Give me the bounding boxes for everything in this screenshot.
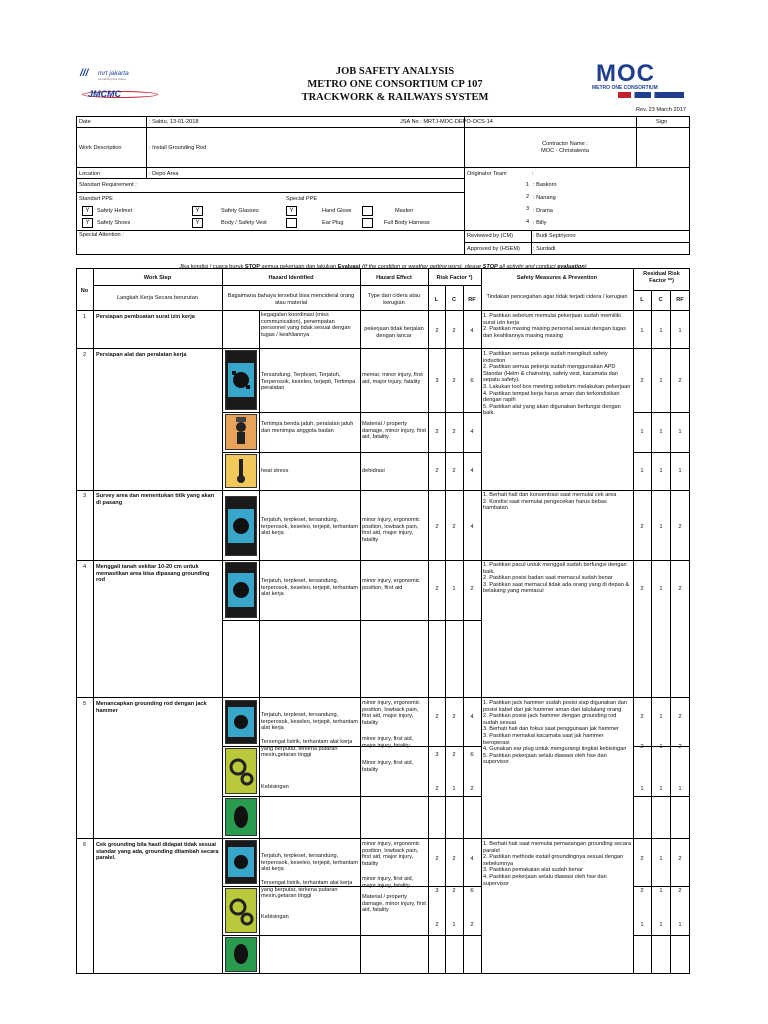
row-6c-residual-L: 1 <box>640 922 644 928</box>
row-3-RF: 4 <box>470 524 474 530</box>
row-5b-L: 3 <box>435 752 439 758</box>
slip-trip-hazard-icon <box>225 350 257 410</box>
row-4-effect: minor injury, ergonomic position, first aid <box>362 578 420 591</box>
row-2b-hazard: Tertimpa benda jatuh, peralatan jatuh dan menimpa anggota badan <box>261 421 354 434</box>
row-5-no: 5 <box>82 701 87 707</box>
row-5-effect: minor injury, ergonomic position, lowback pain, first aid, major injury, fatality <box>362 700 420 726</box>
row-4-C: 1 <box>452 586 456 592</box>
location-value: : Depo Area <box>149 171 179 177</box>
col-C: C <box>451 297 457 303</box>
row-6-no: 6 <box>82 842 87 848</box>
row-5-hazard: Terjatuh, terpleset, tersandung, terperosok, keseleo, terjepit, terhantam alat kerja <box>261 712 359 732</box>
team-1-number: 1 <box>526 182 530 188</box>
row-6b-L: 3 <box>435 888 439 894</box>
row-5c-residual-L: 1 <box>640 786 644 792</box>
row-5-RF: 4 <box>470 714 474 720</box>
col-effect-sub: Type dari cidera atau kerugian <box>367 293 421 306</box>
standart-ppe-label: Standart PPE <box>79 196 113 202</box>
row-1-effect: pekerjaan tidak berjalan dengan lancar <box>364 326 424 339</box>
location-label: Location <box>79 171 101 177</box>
row-2-step: Persiapan alat dan peralatan kerja <box>96 352 187 358</box>
row-5c-RF: 2 <box>470 786 474 792</box>
row-4-no: 4 <box>82 564 87 570</box>
row-2-effect: memar, minor injury, first aid, major injury, fatality <box>362 372 423 385</box>
row-3-measures: 1. Berhati hati dan konsentrasi saat memulai cek area 2. Kondisi saat memulai pengecekan harus bebas hambatan <box>483 492 617 512</box>
reviewed-by-label: Reviewed by (CM) <box>467 233 514 239</box>
row-6-residual-L: 2 <box>640 856 644 862</box>
row-1-step: Persiapan pembuatan surat izin kerja <box>96 314 195 320</box>
row-2c-residual-L: 1 <box>640 468 644 474</box>
team-1-name: : Baskoro <box>533 182 557 188</box>
date-value: : Sabtu, 13-01-2018 <box>149 119 199 125</box>
row-6-residual-RF: 2 <box>678 856 682 862</box>
row-3-C: 2 <box>452 524 456 530</box>
row-5c-residual-C: 1 <box>659 786 663 792</box>
slip-trip-hazard-icon <box>225 700 257 744</box>
ppe-label-glasses: Safety Glasses <box>221 208 259 214</box>
ppe-checkbox-masker[interactable] <box>362 206 373 216</box>
row-6b-C: 2 <box>452 888 456 894</box>
row-5b-C: 2 <box>452 752 456 758</box>
row-5b-residual-L: 2 <box>640 744 644 750</box>
machinery-hazard-icon <box>225 748 257 794</box>
row-5b-hazard: Tersengat listrik, terhantam alat kerja yang berputar, terkena putaran mesin,getaran tinggi <box>261 739 353 759</box>
col-residual-C: C <box>658 297 663 303</box>
row-5b-residual-C: 1 <box>659 744 663 750</box>
row-6-hazard: Terjatuh, terpleset, tersandung, terperosok, keseleo, terjepit, terhantam alat kerja <box>261 853 359 873</box>
revision-date: Rev. 23 March 2017 <box>636 107 686 113</box>
ppe-checkbox-earplug[interactable] <box>286 218 297 228</box>
row-2-L: 3 <box>435 378 439 384</box>
row-5c-residual-RF: 1 <box>678 786 682 792</box>
title-line-2: METRO ONE CONSORTIUM CP 107 <box>307 79 483 90</box>
row-2-measures: 1. Pastikan semua pekerja sudah mengikuti safety induction 2. Pastikan semua pekerja sudah menggunakan APD Standar (Helm & chainstrip, safety vest, kacamata dan sepatu safety). 3. Lakukan tool box meeting sebelum melakukan pekerjaan 4. Pastikan tempat kerja harus aman dan terkondisikan dengan rapih 5. Pastikan alat yang akan digunakan berfungsi dengan baik. <box>483 351 631 417</box>
row-2-C: 2 <box>452 378 456 384</box>
col-risk-factor: Risk Factor *) <box>436 275 473 281</box>
row-5-measures: 1. Pastikan jack hammer sudah posisi siap digunakan dan posisi kabel dari jak hammer aman dari lalulalang orang 2. Pastikan posisi jack hammer dengan grounding rod sudah sesuai 3. Berhati hati dan fokus saat penggunaan jak hammer 3. Pastikan memakai kacamata saat jak hammer beroperasi 4. Gunakan ear plug untuk mengurangi tingkat kebisingan 5. Pastikan pekerjaan selalu diawasi oleh hse dan supervisor <box>483 700 627 766</box>
row-1-RF: 4 <box>470 328 474 334</box>
ppe-checkbox-shoes[interactable]: Y <box>82 218 93 228</box>
col-work-step: Work Step <box>143 275 172 281</box>
row-6-residual-C: 1 <box>659 856 663 862</box>
row-3-effect: minor injury, ergonomic position, lowback pain, first aid, major injury, fatality <box>362 517 420 543</box>
row-5b-residual-RF: 2 <box>678 744 682 750</box>
row-2b-residual-C: 1 <box>659 429 663 435</box>
row-2c-hazard: heat stress <box>261 468 289 474</box>
col-effect: Hazard Effect <box>376 275 412 281</box>
team-3-number: 3 <box>526 206 530 212</box>
row-6-step: Cek grounding bila hasil didapat tidak sesuai standar yang ada, grounding ditambah secara paralel. <box>96 842 219 862</box>
row-3-residual-C: 1 <box>659 524 663 530</box>
row-2b-effect: Material / property damage, minor injury, first aid, fatality <box>362 421 426 441</box>
ppe-checkbox-vest[interactable]: Y <box>192 218 203 228</box>
slip-trip-hazard-icon <box>225 496 257 556</box>
row-3-residual-RF: 2 <box>678 524 682 530</box>
row-2b-residual-RF: 1 <box>678 429 682 435</box>
row-5c-C: 1 <box>452 786 456 792</box>
row-5-C: 2 <box>452 714 456 720</box>
ppe-label-shoes: Safety Shoes <box>97 220 131 226</box>
row-4-hazard: Terjatuh, terpleset, tersandung, terperosok, keseleo, terjepit, terhantam alat kerja <box>261 578 359 598</box>
col-measures: Safety Measures & Prevention <box>516 275 598 281</box>
ppe-checkbox-glove[interactable]: Y <box>286 206 297 216</box>
row-2c-effect: dehidrasi <box>362 468 385 474</box>
special-attention-label: Special Attention : <box>79 232 124 238</box>
row-2b-C: 2 <box>452 429 456 435</box>
row-6c-residual-RF: 1 <box>678 922 682 928</box>
title-line-1: JOB SAFETY ANALYSIS <box>335 66 455 77</box>
row-6c-residual-C: 1 <box>659 922 663 928</box>
ppe-label-vest: Body / Safety Vest <box>221 220 267 226</box>
work-description-label: Work Description <box>79 145 122 151</box>
row-5b-effect: minor injury, first aid, major injury, fatality <box>362 736 414 749</box>
originator-colon: : <box>532 171 534 177</box>
row-5-residual-C: 1 <box>659 714 663 720</box>
row-6b-residual-L: 2 <box>640 888 644 894</box>
row-5-L: 2 <box>435 714 439 720</box>
row-4-RF: 2 <box>470 586 474 592</box>
row-3-step: Survey area dan menentukan titik yang akan di pasang <box>96 493 215 506</box>
row-6-RF: 4 <box>470 856 474 862</box>
row-6-L: 2 <box>435 856 439 862</box>
work-description-value: : Install Grounding Rod <box>149 145 207 151</box>
col-work-step-sub: Langkah Kerja Secara berurutan <box>117 295 198 301</box>
contractor-name: Contractor Name : MOC - Christalenta <box>541 141 589 154</box>
col-hazard: Hazard Identified <box>268 275 314 281</box>
col-RF: RF <box>468 297 476 303</box>
slip-trip-hazard-icon <box>225 562 257 618</box>
row-5c-effect: Minor injury, first aid, fatality <box>362 760 414 773</box>
row-2-residual-C: 1 <box>659 378 663 384</box>
heat-stress-icon <box>225 454 257 488</box>
ppe-checkbox-glasses[interactable]: Y <box>192 206 203 216</box>
team-2-number: 2 <box>526 194 530 200</box>
mrt-jakarta-logo: /// mrt jakarta connecting the future <box>80 68 129 81</box>
moc-logo: MOC METRO ONE CONSORTIUM <box>592 64 692 100</box>
row-3-no: 3 <box>82 493 87 499</box>
noise-hazard-icon <box>225 798 257 836</box>
ppe-label-masker: Masker <box>395 208 414 214</box>
row-2b-L: 2 <box>435 429 439 435</box>
col-L: L <box>434 297 439 303</box>
originator-team-label: Originator Team <box>467 171 507 177</box>
row-6b-hazard: Tersengat listrik, terhantam alat kerja yang berputar, terkena putaran mesin,getaran tinggi <box>261 880 353 900</box>
team-3-name: : Drama <box>533 208 553 214</box>
ppe-checkbox-helmet[interactable]: Y <box>82 206 93 216</box>
row-4-residual-RF: 2 <box>678 586 682 592</box>
ppe-label-earplug: Ear Plug <box>322 220 344 226</box>
row-6c-RF: 2 <box>470 922 474 928</box>
row-2-no: 2 <box>82 352 87 358</box>
row-2-RF: 6 <box>470 378 474 384</box>
row-2b-RF: 4 <box>470 429 474 435</box>
reviewed-by-value: : Budi Septriyono <box>533 233 576 239</box>
machinery-hazard-icon <box>225 888 257 933</box>
row-1-residual-C: 1 <box>659 328 663 334</box>
col-residual: Residual Risk Factor **) <box>643 271 680 284</box>
col-residual-RF: RF <box>676 297 684 303</box>
row-1-hazard: kegagalan koordinasi (miss communication), penempatan personnel yang tidak sesuai dengan tugas / keahliannya <box>261 312 351 338</box>
slip-trip-hazard-icon <box>225 840 257 884</box>
row-2b-residual-L: 1 <box>640 429 644 435</box>
jmcmc-logo: JMCMC <box>82 87 162 101</box>
row-1-measures: 1. Pastikan sebelum memulai pekerjaan sudah memiliki surat izin kerja 2. Pastikan masing masing personal sesuai dengan tugas dan keahliannya masing masing <box>483 313 627 339</box>
row-4-residual-L: 2 <box>640 586 644 592</box>
info-frame <box>76 116 690 255</box>
row-5c-L: 2 <box>435 786 439 792</box>
row-1-L: 2 <box>435 328 439 334</box>
row-1-no: 1 <box>82 314 87 320</box>
row-6-C: 2 <box>452 856 456 862</box>
row-1-residual-RF: 1 <box>678 328 682 334</box>
row-5-step: Menancapkan grounding rod dengan jack hammer <box>96 701 207 714</box>
row-1-residual-L: 1 <box>640 328 644 334</box>
row-4-L: 2 <box>435 586 439 592</box>
row-4-measures: 1. Pastikan pacul untuk menggali sudah berfungsi dengan baik. 2. Pastikan posisi badan saat memacul sudah benar 3. Pastikan saat memacul tidak ada orang yang di depan & belakang yang memacul <box>483 562 630 595</box>
row-5-residual-L: 2 <box>640 714 644 720</box>
row-5c-hazard: Kebisingan <box>261 784 289 790</box>
row-2c-residual-RF: 1 <box>678 468 682 474</box>
row-2-residual-RF: 2 <box>678 378 682 384</box>
row-6b-effect: minor injury, first aid, major injury, fatality <box>362 876 414 889</box>
row-2-residual-L: 2 <box>640 378 644 384</box>
jsa-number: JSA No : MRTJ-MOC-DEPO-OCS-14 <box>400 119 493 125</box>
ppe-checkbox-harness[interactable] <box>362 218 373 228</box>
row-6c-hazard: Kebisingan <box>261 914 289 920</box>
standart-requirement: Standart Requirement : <box>79 182 137 188</box>
col-residual-L: L <box>640 297 644 303</box>
ppe-label-harness: Full Body Harness <box>384 220 430 226</box>
row-4-step: Menggali tanah sekitar 10-20 cm untuk memastikan area bisa dipasang grounding rod <box>96 564 210 584</box>
team-4-name: : Billy <box>533 220 547 226</box>
team-2-name: : Nanang <box>533 195 556 201</box>
team-4-number: 4 <box>526 219 530 225</box>
col-hazard-sub: Bagaimana bahaya tersebut bisa mencideral orang atau material <box>227 293 355 306</box>
row-6c-L: 2 <box>435 922 439 928</box>
ppe-label-helmet: Safety Helmet <box>97 208 133 214</box>
row-6c-C: 1 <box>452 922 456 928</box>
row-6b-residual-C: 1 <box>659 888 663 894</box>
row-2c-RF: 4 <box>470 468 474 474</box>
row-2c-C: 2 <box>452 468 456 474</box>
row-3-hazard: Terjatuh, terpleset, tersandung, terperosok, keseleo, terjepit, terhantam alat kerja <box>261 517 359 537</box>
row-6b-residual-RF: 2 <box>678 888 682 894</box>
col-measures-sub: Tindakan pencegahan agar tidak terjadi cidera / kerugian <box>486 294 628 300</box>
row-5-residual-RF: 2 <box>678 714 682 720</box>
row-4-residual-C: 1 <box>659 586 663 592</box>
row-2c-residual-C: 1 <box>659 468 663 474</box>
row-3-residual-L: 2 <box>640 524 644 530</box>
date-label: Date <box>79 119 91 125</box>
title-line-3: TRACKWORK & RAILWAYS SYSTEM <box>301 92 489 103</box>
row-5b-RF: 6 <box>470 752 474 758</box>
row-6-effect: minor injury, ergonomic position, lowback pain, first aid, major injury, fatality <box>362 841 420 867</box>
approved-by-label: Approved by (HSEM) <box>467 246 520 252</box>
row-2-hazard: Tersandung, Terpleset, Terjatuh, Terperosok, keseleo, terjepit, Tertimpa peralatan <box>261 372 356 392</box>
noise-hazard-icon <box>225 937 257 972</box>
row-6-measures: 1. Berhati hati saat memulai pemasangan grounding secara paralel 2. Pastikan methode install groundingnya sesuai dengan sebelumnya 3. Pastikan pemakaian alat sudah benar 4. Pastikan pekerjaan selalu diawasi oleh hse dan supervisor <box>483 841 632 887</box>
sign-label: Sign <box>656 119 668 125</box>
approved-by-value: : Surdadi <box>533 246 556 252</box>
row-1-C: 2 <box>452 328 456 334</box>
falling-object-hazard-icon <box>225 414 257 450</box>
ppe-label-glove: Hand Glove <box>322 208 352 214</box>
stop-note: Jika kondisi / cuaca buruk STOP semua pekerjaan dan lakukan Evaluasi (If the condition or weather getting worst, please STOP all activity and conduct evaluation) <box>179 263 587 270</box>
row-6b-RF: 6 <box>470 888 474 894</box>
special-ppe-label: Special PPE <box>286 196 318 202</box>
row-6c-effect: Material / property damage, minor injury, first aid, fatality <box>362 894 426 914</box>
row-3-L: 2 <box>435 524 439 530</box>
col-no: No <box>80 288 89 294</box>
row-2c-L: 2 <box>435 468 439 474</box>
